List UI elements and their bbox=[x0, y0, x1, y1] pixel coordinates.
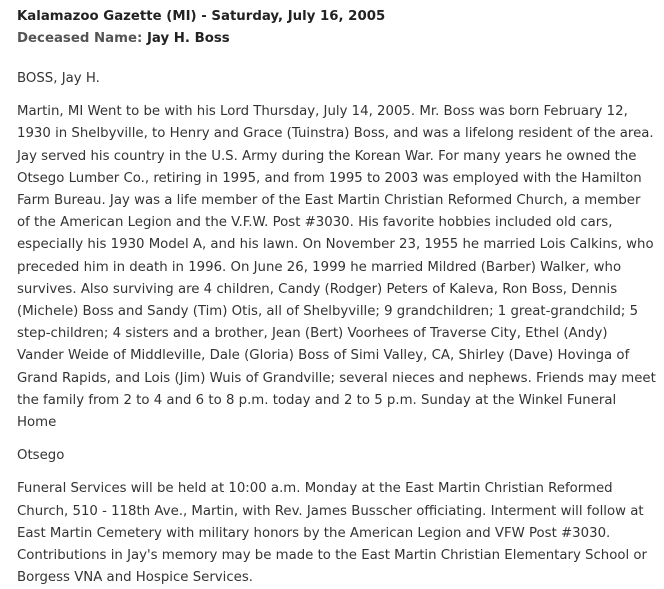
obituary-place: Otsego bbox=[17, 448, 65, 464]
obituary-services: Funeral Services will be held at 10:00 a.m. Monday at the East Martin Christian Reformed Church, 510 - 118th Ave., Martin, with Rev. James Busscher officiating. Interment will follow at East Martin Cemetery with military honors by the American Legion and VFW Post #3030. Contributions in Jay's memory may be made to the East Martin Christian Elementary School or Borgess VNA and Hospice Services. bbox=[17, 481, 648, 586]
obituary-name-line: BOSS, Jay H. bbox=[17, 71, 100, 86]
deceased-name: Jay H. Boss bbox=[146, 31, 230, 46]
source-separator: - bbox=[196, 9, 212, 24]
deceased-label: Deceased Name: bbox=[17, 31, 143, 46]
record-header bbox=[17, 6, 656, 50]
source-name: Kalamazoo Gazette (MI) bbox=[17, 9, 197, 24]
obituary-body: Martin, MI Went to be with his Lord Thursday, July 14, 2005. Mr. Boss was born February 12, 1930 in Shelbyville, to Henry and Grace (Tuinstra) Boss, and was a lifelong resident of the area. Jay served his country in the U.S. Army during the Korean War. For many years he owned the Otsego Lumber Co., retiring in 1995, and from 1995 to 2003 was employed with the Hamilton Farm Bureau. Jay was a life member of the East Martin Christian Reformed Church, a member of the American Legion and the V.F.W. Post #3030. His favorite hobbies included old cars, especially his 1930 Model A, and his lawn. On November 23, 1955 he married Lois Calkins, who preceded him in death in 1996. On June 26, 1999 he married Mildred (Barber) Walker, who survives. Also surviving are 4 children, Candy (Rodger) Peters of Kaleva, Ron Boss, Dennis (Michele) Boss and Sandy (Tim) Otis, all of Shelbyville; 9 grandchildren; 1 great-grandchild; 5 step-children; 4 sisters and a brother, Jean (Bert) Voorhees of Traverse City, Ethel (Andy) Vander Weide of Middleville, Dale (Gloria) Boss of Simi Valley, CA, Shirley (Dave) Hovinga of Grand Rapids, and Lois (Jim) Wuis of Grandville; several nieces and nephews. Friends may meet the family from 2 to 4 and 6 to 8 p.m. today and 2 to 5 p.m. Sunday at the Winkel Funeral Home bbox=[17, 104, 656, 431]
source-line bbox=[17, 6, 656, 28]
deceased-line bbox=[17, 28, 656, 50]
publication-date: Saturday, July 16, 2005 bbox=[211, 9, 386, 24]
